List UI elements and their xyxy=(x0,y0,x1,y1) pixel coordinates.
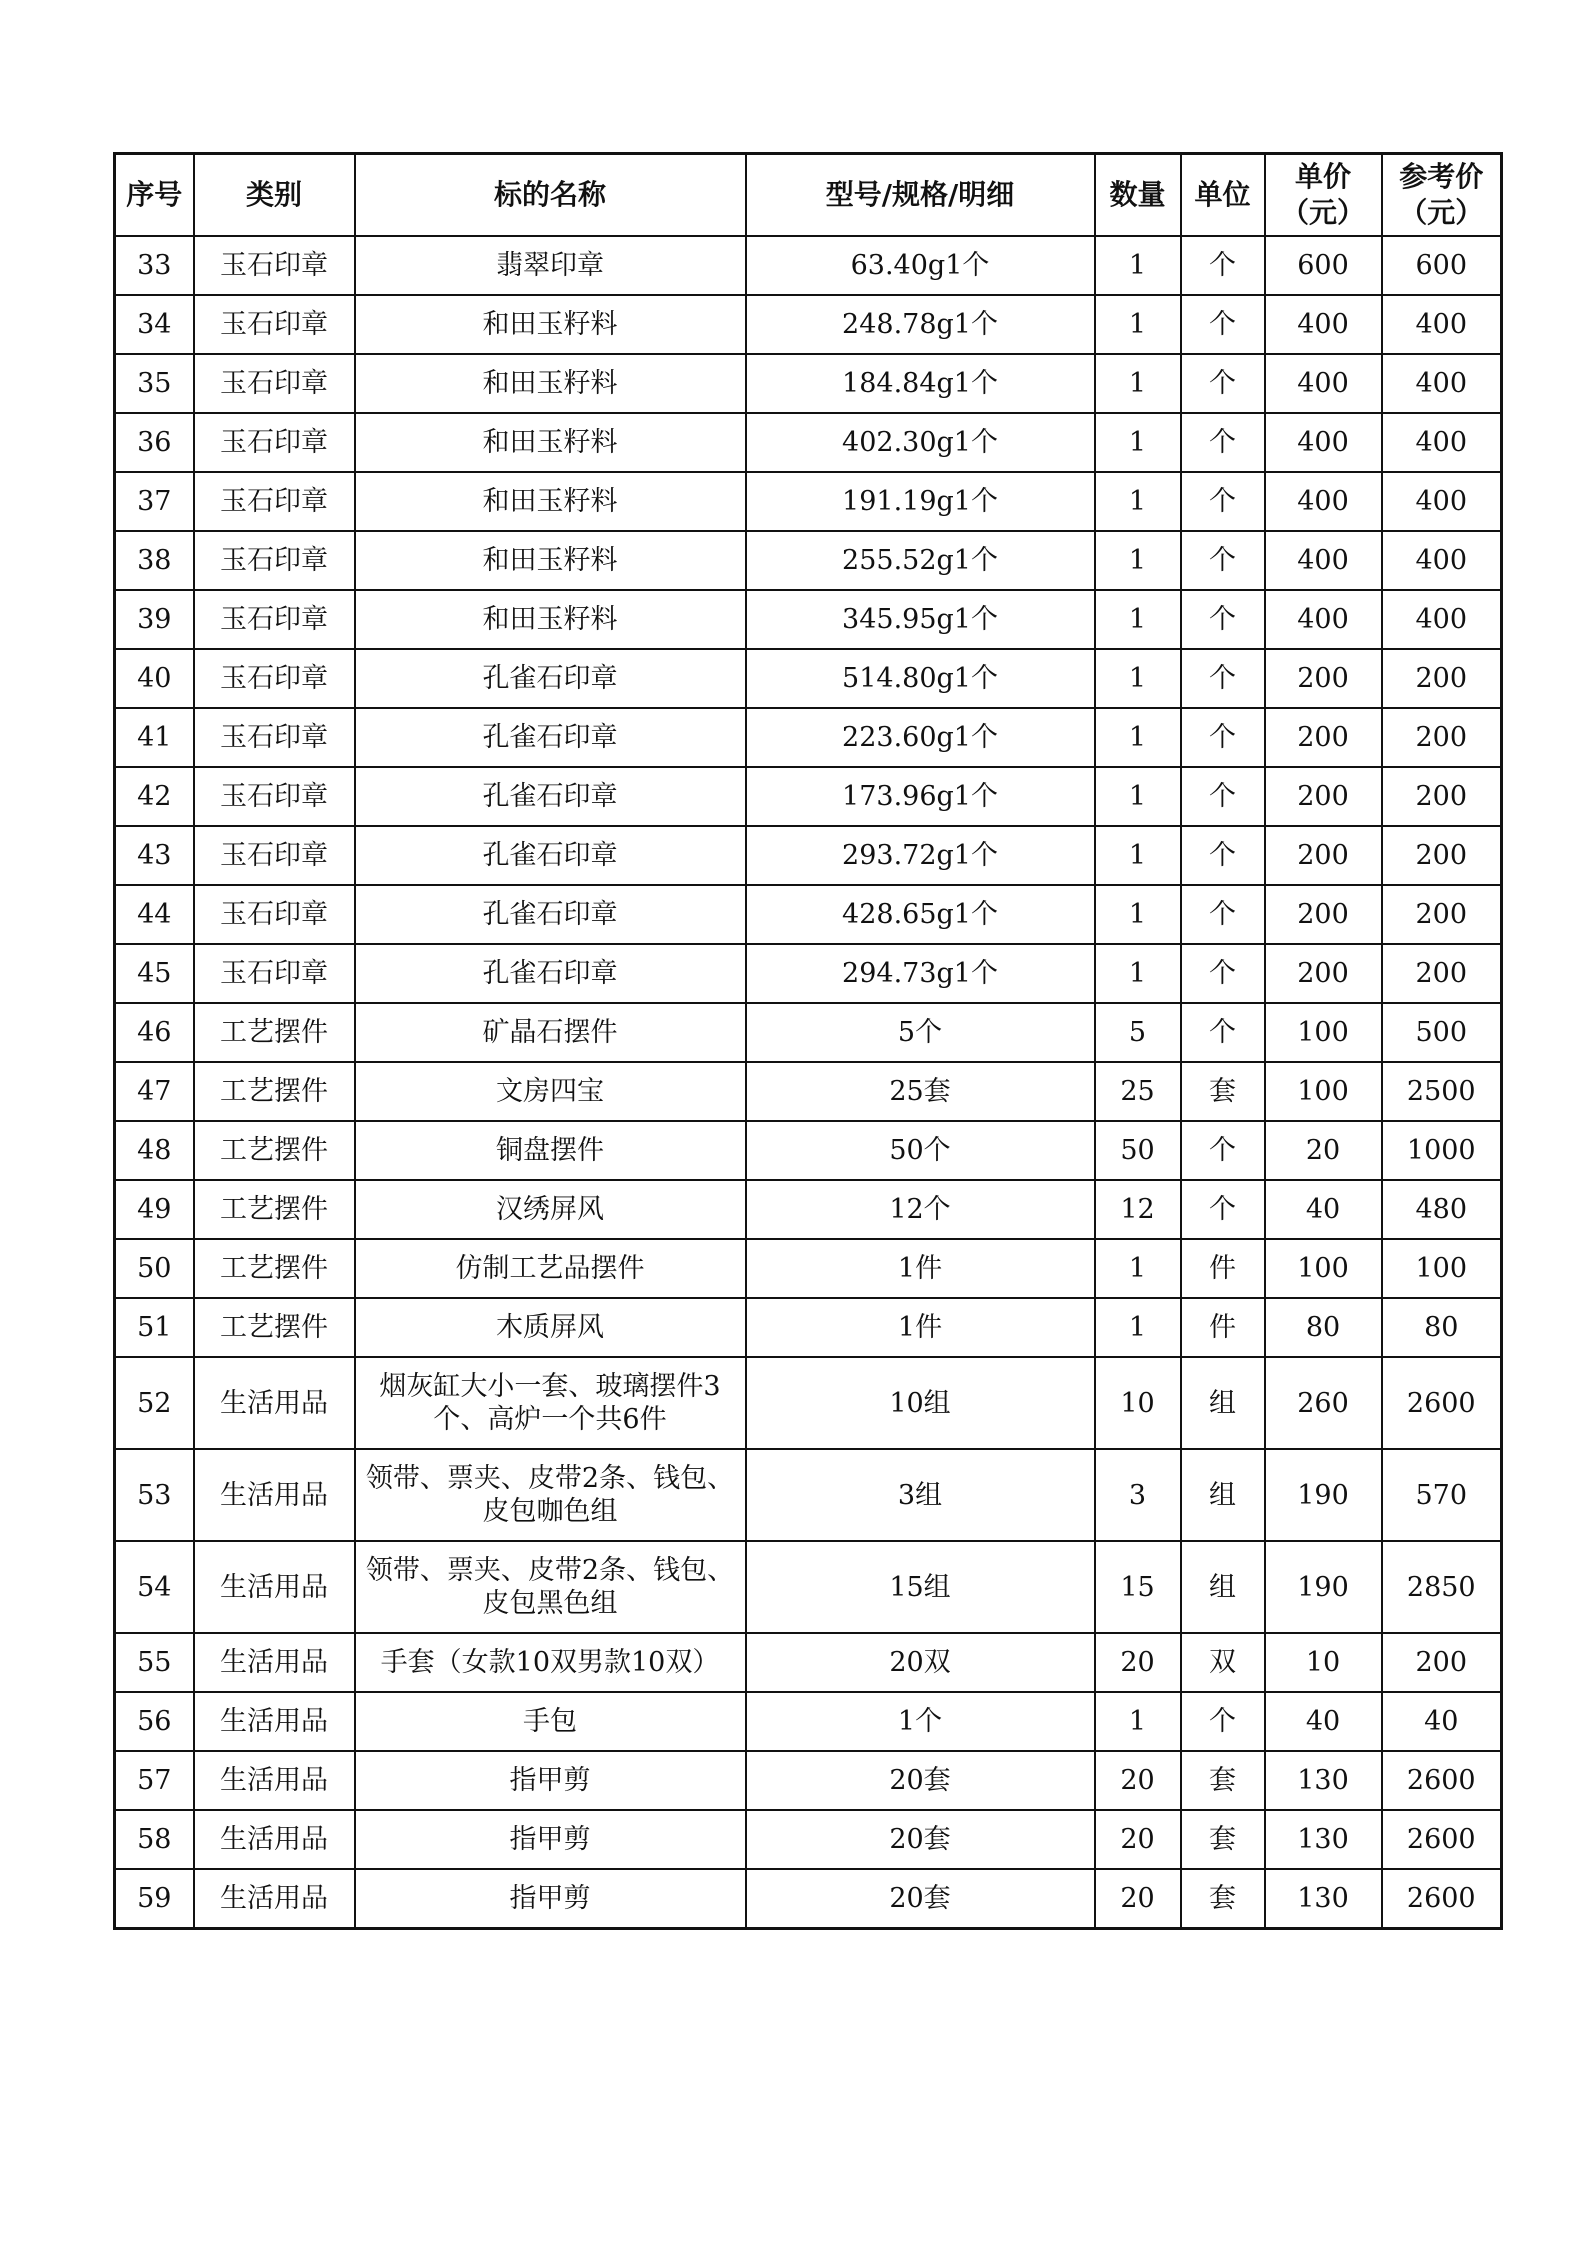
cell-name: 木质屏风 xyxy=(355,1298,746,1357)
cell-category: 生活用品 xyxy=(194,1357,355,1449)
cell-spec: 20套 xyxy=(746,1751,1095,1810)
cell-unit: 个 xyxy=(1181,413,1265,472)
cell-name: 仿制工艺品摆件 xyxy=(355,1239,746,1298)
cell-ref-price: 200 xyxy=(1382,885,1502,944)
cell-ref-price: 2600 xyxy=(1382,1869,1502,1929)
table-row xyxy=(115,649,1502,708)
table-row xyxy=(115,1449,1502,1541)
cell-qty: 1 xyxy=(1095,295,1181,354)
cell-unit-price: 20 xyxy=(1265,1121,1382,1180)
cell-name: 指甲剪 xyxy=(355,1810,746,1869)
cell-unit-price: 130 xyxy=(1265,1751,1382,1810)
cell-unit: 个 xyxy=(1181,236,1265,295)
cell-spec: 50个 xyxy=(746,1121,1095,1180)
cell-category: 玉石印章 xyxy=(194,472,355,531)
cell-name: 和田玉籽料 xyxy=(355,413,746,472)
cell-qty: 20 xyxy=(1095,1751,1181,1810)
cell-no: 46 xyxy=(115,1003,194,1062)
table-row xyxy=(115,236,1502,295)
table-row xyxy=(115,472,1502,531)
cell-category: 工艺摆件 xyxy=(194,1180,355,1239)
cell-unit-price: 400 xyxy=(1265,590,1382,649)
cell-ref-price: 40 xyxy=(1382,1692,1502,1751)
cell-unit: 个 xyxy=(1181,295,1265,354)
cell-spec: 20双 xyxy=(746,1633,1095,1692)
table-row xyxy=(115,590,1502,649)
cell-ref-price: 400 xyxy=(1382,295,1502,354)
cell-ref-price: 600 xyxy=(1382,236,1502,295)
cell-category: 玉石印章 xyxy=(194,295,355,354)
cell-ref-price: 2600 xyxy=(1382,1810,1502,1869)
cell-name: 孔雀石印章 xyxy=(355,767,746,826)
cell-spec: 173.96g1个 xyxy=(746,767,1095,826)
cell-no: 37 xyxy=(115,472,194,531)
cell-no: 55 xyxy=(115,1633,194,1692)
cell-ref-price: 400 xyxy=(1382,354,1502,413)
cell-qty: 1 xyxy=(1095,590,1181,649)
cell-spec: 293.72g1个 xyxy=(746,826,1095,885)
cell-name: 指甲剪 xyxy=(355,1751,746,1810)
table-row xyxy=(115,1003,1502,1062)
cell-unit-price: 400 xyxy=(1265,531,1382,590)
cell-qty: 1 xyxy=(1095,1239,1181,1298)
cell-unit: 个 xyxy=(1181,944,1265,1003)
cell-unit-price: 400 xyxy=(1265,413,1382,472)
header-category: 类别 xyxy=(194,154,355,237)
cell-spec: 15组 xyxy=(746,1541,1095,1633)
cell-no: 49 xyxy=(115,1180,194,1239)
cell-unit-price: 200 xyxy=(1265,649,1382,708)
table-row xyxy=(115,1869,1502,1929)
table-row xyxy=(115,1239,1502,1298)
cell-category: 玉石印章 xyxy=(194,708,355,767)
cell-unit: 个 xyxy=(1181,1692,1265,1751)
cell-qty: 1 xyxy=(1095,1692,1181,1751)
cell-unit: 套 xyxy=(1181,1810,1265,1869)
cell-unit-price: 200 xyxy=(1265,767,1382,826)
table-row xyxy=(115,354,1502,413)
cell-no: 40 xyxy=(115,649,194,708)
cell-unit-price: 190 xyxy=(1265,1449,1382,1541)
cell-unit: 个 xyxy=(1181,708,1265,767)
cell-category: 玉石印章 xyxy=(194,413,355,472)
cell-no: 38 xyxy=(115,531,194,590)
cell-category: 玉石印章 xyxy=(194,885,355,944)
cell-qty: 1 xyxy=(1095,531,1181,590)
cell-ref-price: 200 xyxy=(1382,826,1502,885)
cell-ref-price: 200 xyxy=(1382,649,1502,708)
cell-unit-price: 130 xyxy=(1265,1810,1382,1869)
cell-unit-price: 100 xyxy=(1265,1062,1382,1121)
cell-unit: 个 xyxy=(1181,826,1265,885)
cell-spec: 345.95g1个 xyxy=(746,590,1095,649)
cell-spec: 20套 xyxy=(746,1869,1095,1929)
cell-spec: 20套 xyxy=(746,1810,1095,1869)
cell-spec: 428.65g1个 xyxy=(746,885,1095,944)
cell-name: 领带、票夹、皮带2条、钱包、皮包黑色组 xyxy=(355,1541,746,1633)
cell-name: 文房四宝 xyxy=(355,1062,746,1121)
cell-qty: 1 xyxy=(1095,1298,1181,1357)
cell-unit: 个 xyxy=(1181,1121,1265,1180)
cell-qty: 1 xyxy=(1095,649,1181,708)
cell-unit: 个 xyxy=(1181,354,1265,413)
cell-category: 生活用品 xyxy=(194,1692,355,1751)
cell-name: 和田玉籽料 xyxy=(355,472,746,531)
table-row xyxy=(115,1751,1502,1810)
cell-unit-price: 600 xyxy=(1265,236,1382,295)
cell-no: 57 xyxy=(115,1751,194,1810)
cell-spec: 1个 xyxy=(746,1692,1095,1751)
table-row xyxy=(115,295,1502,354)
cell-ref-price: 2600 xyxy=(1382,1357,1502,1449)
cell-unit: 个 xyxy=(1181,590,1265,649)
cell-unit: 个 xyxy=(1181,1180,1265,1239)
header-ref-price-currency: （元） xyxy=(1399,196,1484,229)
cell-name: 领带、票夹、皮带2条、钱包、皮包咖色组 xyxy=(355,1449,746,1541)
cell-unit: 组 xyxy=(1181,1449,1265,1541)
cell-unit-price: 40 xyxy=(1265,1692,1382,1751)
cell-name: 铜盘摆件 xyxy=(355,1121,746,1180)
cell-no: 54 xyxy=(115,1541,194,1633)
cell-category: 生活用品 xyxy=(194,1449,355,1541)
cell-ref-price: 200 xyxy=(1382,944,1502,1003)
table-row xyxy=(115,944,1502,1003)
cell-unit-price: 100 xyxy=(1265,1239,1382,1298)
table-row xyxy=(115,1121,1502,1180)
cell-ref-price: 1000 xyxy=(1382,1121,1502,1180)
table-header-row xyxy=(115,154,1502,237)
cell-no: 44 xyxy=(115,885,194,944)
table-body xyxy=(115,236,1502,1929)
cell-spec: 184.84g1个 xyxy=(746,354,1095,413)
cell-unit-price: 400 xyxy=(1265,472,1382,531)
cell-qty: 15 xyxy=(1095,1541,1181,1633)
cell-unit-price: 100 xyxy=(1265,1003,1382,1062)
cell-unit-price: 400 xyxy=(1265,354,1382,413)
cell-qty: 10 xyxy=(1095,1357,1181,1449)
cell-qty: 50 xyxy=(1095,1121,1181,1180)
cell-qty: 5 xyxy=(1095,1003,1181,1062)
cell-name: 和田玉籽料 xyxy=(355,531,746,590)
cell-qty: 20 xyxy=(1095,1869,1181,1929)
cell-unit-price: 200 xyxy=(1265,944,1382,1003)
cell-qty: 1 xyxy=(1095,708,1181,767)
cell-unit: 套 xyxy=(1181,1869,1265,1929)
cell-name: 孔雀石印章 xyxy=(355,826,746,885)
cell-ref-price: 2500 xyxy=(1382,1062,1502,1121)
cell-no: 51 xyxy=(115,1298,194,1357)
cell-category: 玉石印章 xyxy=(194,649,355,708)
cell-qty: 1 xyxy=(1095,354,1181,413)
cell-category: 工艺摆件 xyxy=(194,1298,355,1357)
cell-qty: 20 xyxy=(1095,1810,1181,1869)
cell-qty: 1 xyxy=(1095,236,1181,295)
cell-category: 工艺摆件 xyxy=(194,1062,355,1121)
inventory-table xyxy=(113,152,1503,1930)
cell-name: 手套（女款10双男款10双） xyxy=(355,1633,746,1692)
cell-name: 孔雀石印章 xyxy=(355,649,746,708)
header-name: 标的名称 xyxy=(355,154,746,237)
cell-no: 41 xyxy=(115,708,194,767)
cell-name: 和田玉籽料 xyxy=(355,590,746,649)
cell-unit-price: 260 xyxy=(1265,1357,1382,1449)
table-row xyxy=(115,826,1502,885)
header-ref-price-label: 参考价 xyxy=(1399,160,1484,193)
cell-spec: 223.60g1个 xyxy=(746,708,1095,767)
cell-no: 45 xyxy=(115,944,194,1003)
cell-spec: 3组 xyxy=(746,1449,1095,1541)
cell-ref-price: 570 xyxy=(1382,1449,1502,1541)
cell-unit: 个 xyxy=(1181,885,1265,944)
cell-ref-price: 2600 xyxy=(1382,1751,1502,1810)
cell-ref-price: 80 xyxy=(1382,1298,1502,1357)
cell-category: 生活用品 xyxy=(194,1541,355,1633)
cell-category: 工艺摆件 xyxy=(194,1003,355,1062)
cell-no: 35 xyxy=(115,354,194,413)
cell-no: 33 xyxy=(115,236,194,295)
cell-spec: 25套 xyxy=(746,1062,1095,1121)
cell-no: 43 xyxy=(115,826,194,885)
cell-unit: 组 xyxy=(1181,1541,1265,1633)
cell-unit: 件 xyxy=(1181,1298,1265,1357)
cell-no: 47 xyxy=(115,1062,194,1121)
cell-category: 玉石印章 xyxy=(194,826,355,885)
table-row xyxy=(115,413,1502,472)
header-unit-price xyxy=(1265,154,1382,237)
cell-ref-price: 200 xyxy=(1382,1633,1502,1692)
cell-no: 42 xyxy=(115,767,194,826)
cell-name: 翡翠印章 xyxy=(355,236,746,295)
cell-name: 矿晶石摆件 xyxy=(355,1003,746,1062)
cell-ref-price: 400 xyxy=(1382,531,1502,590)
cell-unit-price: 200 xyxy=(1265,708,1382,767)
header-no: 序号 xyxy=(115,154,194,237)
table-row xyxy=(115,1810,1502,1869)
cell-unit-price: 190 xyxy=(1265,1541,1382,1633)
table-row xyxy=(115,708,1502,767)
cell-name: 指甲剪 xyxy=(355,1869,746,1929)
cell-category: 玉石印章 xyxy=(194,590,355,649)
cell-no: 34 xyxy=(115,295,194,354)
cell-no: 50 xyxy=(115,1239,194,1298)
cell-spec: 1件 xyxy=(746,1298,1095,1357)
cell-unit: 双 xyxy=(1181,1633,1265,1692)
table-row xyxy=(115,531,1502,590)
cell-spec: 63.40g1个 xyxy=(746,236,1095,295)
cell-unit: 组 xyxy=(1181,1357,1265,1449)
cell-qty: 1 xyxy=(1095,472,1181,531)
cell-name: 手包 xyxy=(355,1692,746,1751)
header-unit: 单位 xyxy=(1181,154,1265,237)
cell-ref-price: 400 xyxy=(1382,413,1502,472)
cell-ref-price: 500 xyxy=(1382,1003,1502,1062)
cell-name: 汉绣屏风 xyxy=(355,1180,746,1239)
cell-ref-price: 200 xyxy=(1382,708,1502,767)
header-ref-price xyxy=(1382,154,1502,237)
cell-spec: 402.30g1个 xyxy=(746,413,1095,472)
cell-spec: 191.19g1个 xyxy=(746,472,1095,531)
cell-unit-price: 200 xyxy=(1265,826,1382,885)
cell-category: 玉石印章 xyxy=(194,531,355,590)
cell-category: 生活用品 xyxy=(194,1810,355,1869)
cell-unit: 个 xyxy=(1181,1003,1265,1062)
cell-unit: 件 xyxy=(1181,1239,1265,1298)
cell-qty: 12 xyxy=(1095,1180,1181,1239)
cell-qty: 20 xyxy=(1095,1633,1181,1692)
cell-category: 玉石印章 xyxy=(194,236,355,295)
cell-no: 52 xyxy=(115,1357,194,1449)
header-qty: 数量 xyxy=(1095,154,1181,237)
cell-no: 39 xyxy=(115,590,194,649)
cell-no: 59 xyxy=(115,1869,194,1929)
cell-category: 生活用品 xyxy=(194,1633,355,1692)
cell-no: 48 xyxy=(115,1121,194,1180)
cell-unit: 个 xyxy=(1181,531,1265,590)
cell-unit: 个 xyxy=(1181,767,1265,826)
cell-spec: 1件 xyxy=(746,1239,1095,1298)
cell-ref-price: 400 xyxy=(1382,590,1502,649)
header-unit-price-currency: （元） xyxy=(1280,196,1365,229)
cell-unit-price: 400 xyxy=(1265,295,1382,354)
cell-category: 生活用品 xyxy=(194,1869,355,1929)
cell-name: 烟灰缸大小一套、玻璃摆件3个、高炉一个共6件 xyxy=(355,1357,746,1449)
cell-category: 工艺摆件 xyxy=(194,1239,355,1298)
cell-category: 玉石印章 xyxy=(194,354,355,413)
table-row xyxy=(115,1541,1502,1633)
cell-qty: 1 xyxy=(1095,413,1181,472)
table-row xyxy=(115,1633,1502,1692)
cell-no: 58 xyxy=(115,1810,194,1869)
cell-ref-price: 2850 xyxy=(1382,1541,1502,1633)
cell-unit-price: 200 xyxy=(1265,885,1382,944)
cell-qty: 1 xyxy=(1095,944,1181,1003)
cell-unit-price: 10 xyxy=(1265,1633,1382,1692)
cell-category: 玉石印章 xyxy=(194,767,355,826)
cell-spec: 514.80g1个 xyxy=(746,649,1095,708)
cell-spec: 10组 xyxy=(746,1357,1095,1449)
cell-no: 56 xyxy=(115,1692,194,1751)
cell-qty: 3 xyxy=(1095,1449,1181,1541)
table-row xyxy=(115,1692,1502,1751)
cell-unit: 套 xyxy=(1181,1751,1265,1810)
cell-ref-price: 400 xyxy=(1382,472,1502,531)
cell-name: 孔雀石印章 xyxy=(355,944,746,1003)
cell-ref-price: 480 xyxy=(1382,1180,1502,1239)
cell-spec: 12个 xyxy=(746,1180,1095,1239)
cell-unit-price: 40 xyxy=(1265,1180,1382,1239)
cell-name: 和田玉籽料 xyxy=(355,354,746,413)
table-row xyxy=(115,1062,1502,1121)
cell-ref-price: 100 xyxy=(1382,1239,1502,1298)
cell-spec: 5个 xyxy=(746,1003,1095,1062)
cell-qty: 1 xyxy=(1095,767,1181,826)
header-unit-price-label: 单价 xyxy=(1294,160,1351,193)
cell-spec: 255.52g1个 xyxy=(746,531,1095,590)
cell-category: 玉石印章 xyxy=(194,944,355,1003)
table-row xyxy=(115,885,1502,944)
cell-no: 36 xyxy=(115,413,194,472)
cell-name: 孔雀石印章 xyxy=(355,708,746,767)
table-row xyxy=(115,1180,1502,1239)
cell-qty: 25 xyxy=(1095,1062,1181,1121)
table-row xyxy=(115,1357,1502,1449)
cell-qty: 1 xyxy=(1095,826,1181,885)
cell-ref-price: 200 xyxy=(1382,767,1502,826)
header-spec: 型号/规格/明细 xyxy=(746,154,1095,237)
table-row xyxy=(115,1298,1502,1357)
cell-category: 生活用品 xyxy=(194,1751,355,1810)
cell-spec: 294.73g1个 xyxy=(746,944,1095,1003)
cell-qty: 1 xyxy=(1095,885,1181,944)
cell-spec: 248.78g1个 xyxy=(746,295,1095,354)
cell-unit: 个 xyxy=(1181,649,1265,708)
cell-name: 孔雀石印章 xyxy=(355,885,746,944)
cell-name: 和田玉籽料 xyxy=(355,295,746,354)
cell-unit-price: 80 xyxy=(1265,1298,1382,1357)
table-row xyxy=(115,767,1502,826)
cell-no: 53 xyxy=(115,1449,194,1541)
cell-unit-price: 130 xyxy=(1265,1869,1382,1929)
cell-unit: 套 xyxy=(1181,1062,1265,1121)
cell-category: 工艺摆件 xyxy=(194,1121,355,1180)
cell-unit: 个 xyxy=(1181,472,1265,531)
